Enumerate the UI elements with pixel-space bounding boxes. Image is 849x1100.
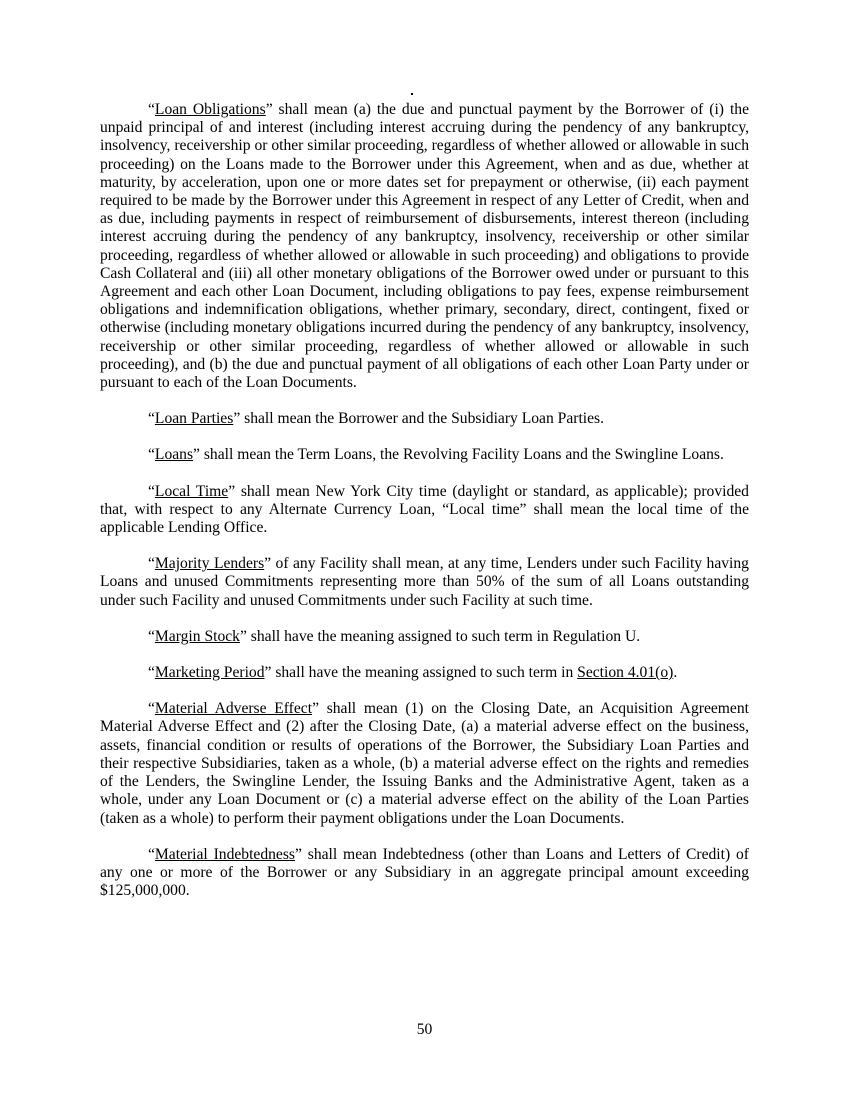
close-quote: ” — [193, 446, 200, 464]
close-quote: ” — [228, 482, 236, 500]
close-quote: ” — [233, 410, 241, 428]
close-quote: ” — [312, 700, 319, 718]
defined-term: Loan Parties — [154, 410, 234, 428]
definition-text: shall mean the Term Loans, the Revolving Facility Loans and the Swingline Loans. — [199, 446, 724, 464]
document-page — [100, 101, 749, 918]
section-reference-link[interactable]: Section 4.01(o) — [577, 664, 674, 682]
definition-loan-parties — [100, 410, 749, 428]
open-quote: “ — [148, 700, 155, 718]
definition-text: shall have the meaning assigned to such term in — [271, 664, 578, 682]
close-quote: ” — [295, 845, 302, 863]
definition-majority-lenders — [100, 555, 749, 610]
definition-material-indebtedness — [100, 846, 749, 901]
definition-marketing-period — [100, 664, 749, 682]
open-quote: “ — [148, 101, 155, 118]
open-quote: “ — [148, 446, 155, 464]
close-quote: ” — [264, 555, 272, 573]
open-quote: “ — [148, 555, 155, 573]
definition-text: shall mean the Borrower and the Subsidiary Loan Parties. — [240, 410, 604, 428]
definition-material-adverse-effect — [100, 700, 749, 827]
defined-term: Material Indebtedness — [154, 845, 295, 863]
definition-margin-stock — [100, 628, 749, 646]
definition-text: shall have the meaning assigned to such term in Regulation U. — [246, 627, 641, 645]
open-quote: “ — [148, 664, 155, 682]
definition-loan-obligations — [100, 101, 749, 392]
defined-term: Material Adverse Effect — [154, 700, 313, 718]
definition-text: shall mean New York City time (daylight or standard, as applicable); provided that, with respect to any Alternate Currency Loan, “Local time” shall mean the local time of the applicable Lending Office. — [100, 482, 749, 537]
defined-term: Margin Stock — [154, 627, 240, 645]
close-quote: ” — [264, 664, 272, 682]
definition-text: of any Facility shall mean, at any time, Lenders under such Facility having Loans and unused Commitments representing more than 50% of the sum of all Loans outstanding under such Facility and unused Commitments under such Facility at such time. — [100, 555, 749, 609]
defined-term: Local Time — [154, 482, 229, 500]
defined-term: Marketing Period — [154, 664, 265, 682]
close-quote: ” — [239, 627, 247, 645]
stray-mark — [411, 93, 413, 95]
defined-term: Loans — [154, 446, 194, 464]
open-quote: “ — [148, 410, 155, 428]
open-quote: “ — [148, 845, 155, 863]
definition-text: shall mean (a) the due and punctual payment by the Borrower of (i) the unpaid principal of and interest (including interest accruing during the pendency of any bankruptcy, insolvency, receivership or other similar proceeding, regardless of whether allowed or allowable in such proceeding) on the Loans made to the Borrower under this Agreement, when and as due, whether at maturity, by acceleration, upon one or more dates set for prepayment or otherwise, (ii) each payment required to be made by the Borrower under this Agreement in respect of any Letter of Credit, when and as due, including payments in respect of reimbursement of disbursements, interest thereon (including interest accruing during the pendency of any bankruptcy, insolvency, receivership or other similar proceeding, regardless of whether allowed or allowable in such proceeding) and obligations to provide Cash Collateral and (iii) all other monetary obligations of the Borrower owed under or pursuant to this Agreement and each other Loan Document, including obligations to pay fees, expense reimbursement obligations and indemnification obligations, whether primary, secondary, direct, contingent, fixed or otherwise (including monetary obligations incurred during the pendency of any bankruptcy, insolvency, receivership or other similar proceeding, regardless of whether allowed or allowable in such proceeding), and (b) the due and punctual payment of all obligations of each other Loan Party under or pursuant to each of the Loan Documents. — [100, 101, 749, 392]
definition-loans — [100, 446, 749, 464]
open-quote: “ — [148, 627, 155, 645]
defined-term: Majority Lenders — [154, 555, 265, 573]
open-quote: “ — [148, 482, 155, 500]
page-number: 50 — [416, 1021, 433, 1038]
definition-local-time — [100, 483, 749, 538]
close-quote: ” — [265, 101, 273, 118]
definition-text: shall mean Indebtedness (other than Loans and Letters of Credit) of any one or more of the Borrower or any Subsidiary in an aggregate principal amount exceeding $125,000,000. — [100, 845, 749, 900]
definition-text: shall mean (1) on the Closing Date, an Acquisition Agreement Material Adverse Effect and (2) after the Closing Date, (a) a material adverse effect on the business, assets, financial condition or results of operations of the Borrower, the Subsidiary Loan Parties and their respective Subsidiaries, taken as a whole, (b) a material adverse effect on the rights and remedies of the Lenders, the Swingline Lender, the Issuing Banks and the Administrative Agent, taken as a whole, under any Loan Document or (c) a material adverse effect on the ability of the Loan Parties (taken as a whole) to perform their payment obligations under the Loan Documents. — [100, 700, 749, 827]
definition-end: . — [673, 664, 678, 682]
defined-term: Loan Obligations — [154, 101, 266, 118]
